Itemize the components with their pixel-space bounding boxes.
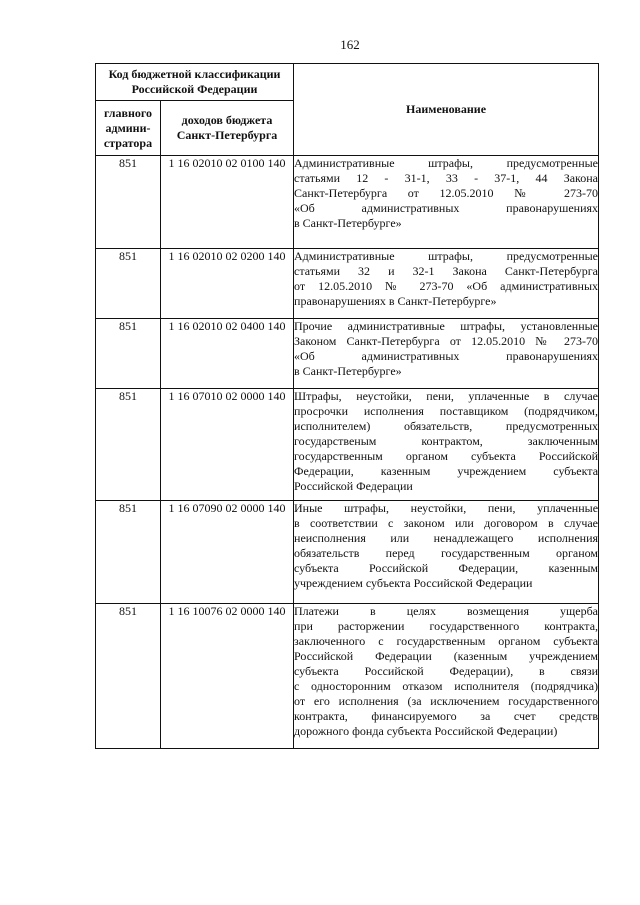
name-line: исполнителем) обязательств, предусмотренных	[294, 419, 599, 433]
admin-code-cell: 851	[96, 501, 161, 604]
income-code-cell: 1 16 07010 02 0000 140	[161, 389, 294, 501]
table-row	[96, 604, 599, 749]
admin-column-header	[96, 101, 161, 156]
name-line: с односторонним отказом исполнителя (подрядчика)	[294, 679, 599, 693]
table-row	[96, 389, 599, 501]
name-cell	[294, 156, 599, 249]
page-number: 162	[340, 37, 360, 52]
name-line: просрочки исполнения поставщиком (подрядчиком,	[294, 404, 599, 418]
income-code-cell: 1 16 02010 02 0100 140	[161, 156, 294, 249]
name-line: заключенного с государственным органом субъекта	[294, 634, 599, 648]
header-line: Код бюджетной классификации	[108, 67, 281, 81]
name-line: статьями 32 и 32-1 Закона Санкт-Петербурга	[294, 264, 599, 278]
name-line: в соответствии с законом или договором в случае	[294, 516, 599, 530]
table-row	[96, 501, 599, 604]
income-code-cell: 1 16 02010 02 0200 140	[161, 249, 294, 319]
header-row-top	[96, 64, 599, 101]
name-line: государственым контрактом, заключенным	[294, 434, 599, 448]
name-line: «Об административных правонарушениях	[294, 349, 599, 363]
table-row	[96, 249, 599, 319]
name-line: Санкт-Петербурга от 12.05.2010 № 273-70	[294, 186, 599, 200]
name-line: контракта, финансируемого за счет средств	[294, 709, 599, 723]
name-cell	[294, 604, 599, 749]
name-line: субъекта Российской Федерации, казенным	[294, 561, 599, 575]
name-line: дорожного фонда субъекта Российской Федерации)	[294, 724, 558, 738]
table-body	[96, 156, 599, 749]
name-cell	[294, 249, 599, 319]
name-line: правонарушениях в Санкт-Петербурге»	[294, 294, 497, 308]
name-cell	[294, 501, 599, 604]
name-line: при расторжении государственного контракта,	[294, 619, 599, 633]
name-line: Законом Санкт-Петербурга от 12.05.2010 № 273-70	[294, 334, 599, 348]
budget-classification-table	[95, 63, 599, 749]
admin-code-cell: 851	[96, 249, 161, 319]
table-header	[96, 64, 599, 156]
header-line: Российской Федерации	[131, 82, 258, 96]
name-line: учреждением субъекта Российской Федерации	[294, 576, 533, 590]
name-line: в Санкт-Петербурге»	[294, 216, 402, 230]
name-line: Административные штрафы, предусмотренные	[294, 249, 599, 263]
name-line: в Санкт-Петербурге»	[294, 364, 402, 378]
name-line: от 12.05.2010 № 273-70 «Об административных	[294, 279, 599, 293]
income-column-header	[161, 101, 294, 156]
name-line: Платежи в целях возмещения ущерба	[294, 604, 599, 618]
name-line: Федерации, казенным учреждением субъекта	[294, 464, 599, 478]
name-cell	[294, 389, 599, 501]
name-line: от его исполнения (за исключением государственного	[294, 694, 599, 708]
header-line: админи-	[105, 120, 151, 135]
budget-code-group-header	[96, 64, 294, 101]
name-line: государственным органом субъекта Российской	[294, 449, 599, 463]
name-line: обязательств перед государственным органом	[294, 546, 599, 560]
admin-code-cell: 851	[96, 604, 161, 749]
table-row	[96, 319, 599, 389]
header-line: главного	[103, 105, 153, 120]
name-line: субъекта Российской Федерации), в связи	[294, 664, 599, 678]
name-line: Иные штрафы, неустойки, пени, уплаченные	[294, 501, 599, 515]
header-line: стратора	[103, 135, 153, 150]
admin-code-cell: 851	[96, 156, 161, 249]
name-line: Российской Федерации (казенным учреждением	[294, 649, 599, 663]
name-line: статьями 12 - 31-1, 33 - 37-1, 44 Закона	[294, 171, 599, 185]
header-line: доходов бюджета	[181, 113, 273, 127]
name-line: Прочие административные штрафы, установленные	[294, 319, 599, 333]
name-line: неисполнения или ненадлежащего исполнения	[294, 531, 599, 545]
name-line: Российской Федерации	[294, 479, 413, 493]
income-code-cell: 1 16 07090 02 0000 140	[161, 501, 294, 604]
table-row	[96, 156, 599, 249]
income-code-cell: 1 16 10076 02 0000 140	[161, 604, 294, 749]
name-line: Административные штрафы, предусмотренные	[294, 156, 599, 170]
name-column-header: Наименование	[294, 64, 599, 156]
income-code-cell: 1 16 02010 02 0400 140	[161, 319, 294, 389]
admin-code-cell: 851	[96, 389, 161, 501]
admin-code-cell: 851	[96, 319, 161, 389]
header-line: Санкт-Петербурга	[176, 128, 278, 142]
name-line: «Об административных правонарушениях	[294, 201, 599, 215]
name-line: Штрафы, неустойки, пени, уплаченные в случае	[294, 389, 599, 403]
name-cell	[294, 319, 599, 389]
